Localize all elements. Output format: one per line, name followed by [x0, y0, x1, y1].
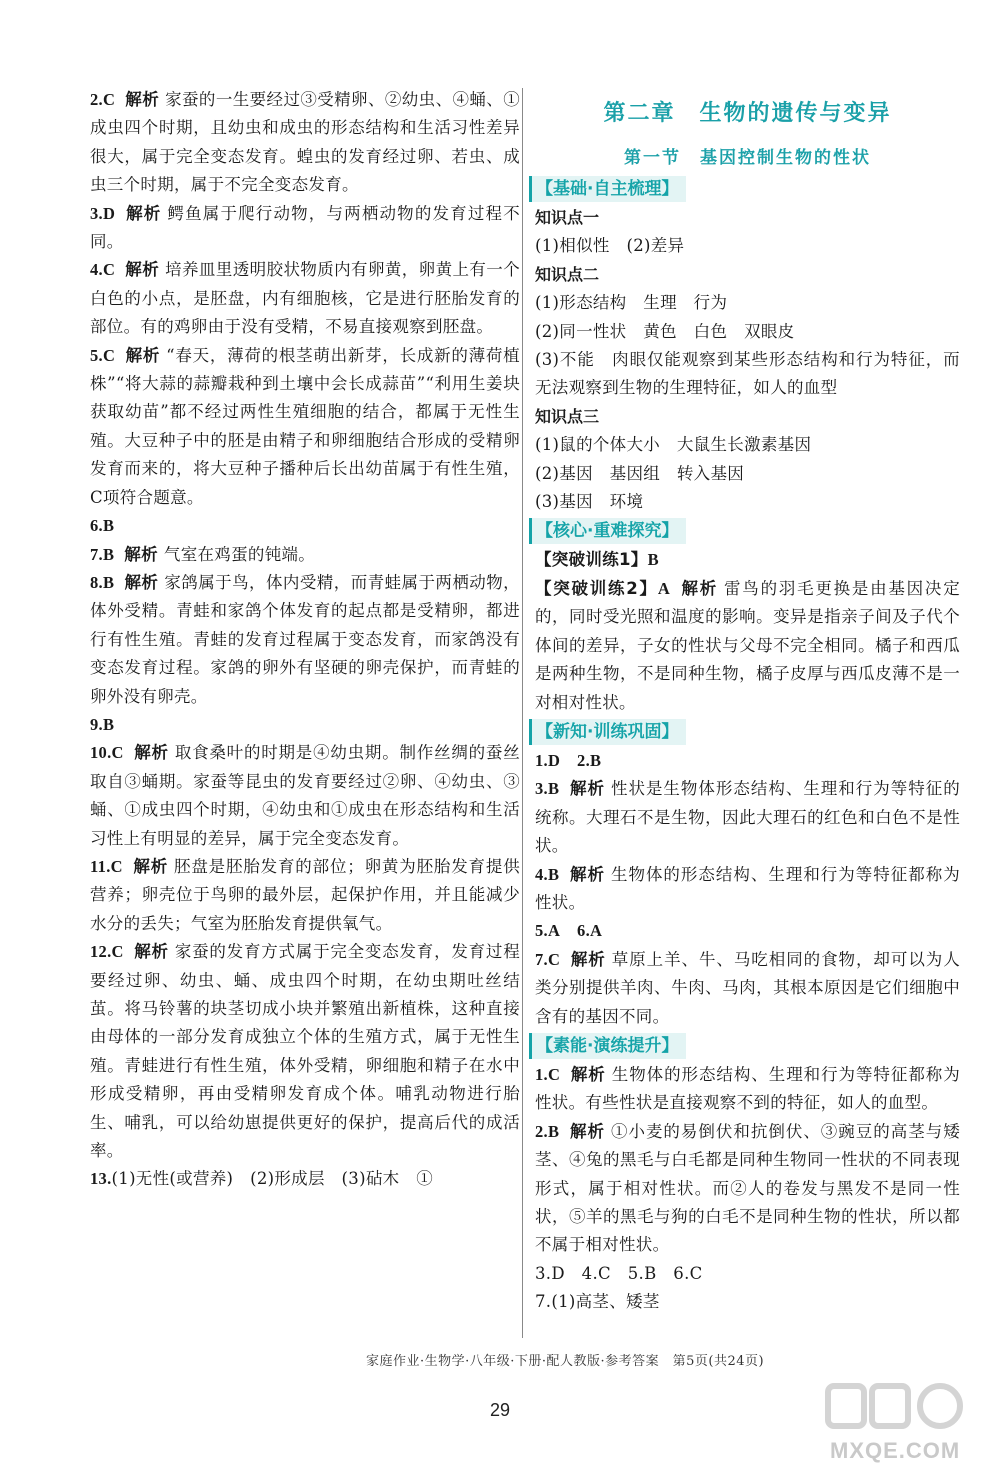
answer-line: (2)同一性状 黄色 白色 双眼皮: [535, 321, 795, 341]
up-item: [535, 1061, 960, 1118]
last-answers-2: 7.(1)高茎、矮茎: [535, 1292, 660, 1312]
analysis-label: 解析: [570, 1064, 606, 1084]
analysis-label: 解析: [125, 90, 160, 109]
answer-line: (1)形态结构 生理 行为: [535, 293, 728, 313]
knowledge-point-1: 知识点一: [535, 208, 600, 227]
breakthrough-2-answer: A: [657, 578, 671, 598]
answer-text: 胚盘是胚胎发育的部位；卵黄为胚胎发育提供营养；卵壳位于鸟卵的最外层，起保护作用，并且能减少水分的丢失；气室为胚胎发育提供氧气。: [90, 856, 521, 933]
answer-option: B: [102, 544, 115, 564]
answer-option: C: [547, 1064, 561, 1084]
column-divider: [522, 88, 523, 1338]
answer-text: 草原上羊、牛、马吃相同的食物，却可以为人类分别提供羊肉、牛肉、马肉，其根本原因是它们细胞中含有的基因不同。: [535, 949, 961, 1026]
question-number: 7.: [535, 949, 548, 969]
question-number: 6.: [90, 516, 103, 536]
watermark-text: MXQE.COM: [830, 1438, 961, 1463]
answer-line: (3)不能 肉眼仅能观察到某些形态结构和行为特征，而无法观察到生物的生理特征，如人的血型: [535, 350, 960, 398]
analysis-label: 解析: [569, 1121, 605, 1141]
left-item: [90, 569, 520, 711]
new-item: [535, 917, 960, 945]
question-number: 13.: [90, 1169, 112, 1189]
answer-option: C: [111, 743, 124, 763]
last-answers: 3.D 4.C 5.B 6.C: [535, 1263, 703, 1283]
question-number: 11.: [90, 856, 111, 876]
section-title: 第一节 基因控制生物的性状: [624, 148, 871, 168]
answer-text: 取食桑叶的时期是④幼虫期。制作丝绸的蚕丝取自③蛹期。家蚕等昆虫的发育要经过②卵、④幼虫、③蛹、①成虫四个时期，④幼虫和①成虫在形态结构和生活习性上有明显的差异，属于完全变态发育。: [90, 743, 521, 848]
answer-text: 家蚕的一生要经过③受精卵、②幼虫、④蛹、①成虫四个时期，且幼虫和成虫的形态结构和生活习性差异很大，属于完全变态发育。蝗虫的发育经过卵、若虫、成虫三个时期，属于不完全变态发育。: [90, 90, 520, 195]
question-number: 1.: [535, 1064, 548, 1084]
answer-option: B: [547, 779, 560, 799]
left-item: [90, 512, 520, 540]
answer-option: D: [102, 203, 116, 223]
answer-line: (3)基因 环境: [535, 492, 644, 512]
answer-text: 气室在鸡蛋的钝端。: [163, 544, 316, 564]
answer-text: 家鸽属于鸟，体内受精，而青蛙属于两栖动物，体外受精。青蛙和家鸽个体发育的起点都是受精卵，都进行有性生殖。青蛙的发育过程属于变态发育，而家鸽没有变态发育过程。家鸽的卵外有坚硬的卵壳保护，而青蛙的卵外没有卵壳。: [90, 572, 520, 706]
question-number: 12.: [90, 942, 112, 962]
breakthrough-2-tag: 【突破训练2】: [535, 578, 658, 598]
banner-up: 【素能·演练提升】: [529, 1033, 686, 1059]
answer-text: 性状是生物体形态结构、生理和行为等特征的统称。大理石不是生物，因此大理石的红色和白色不是性状。: [535, 779, 961, 856]
answer-text: 鳄鱼属于爬行动物，与两栖动物的发育过程不同。: [90, 203, 520, 252]
knowledge-point-3: 知识点三: [535, 406, 600, 426]
answer-option: B: [102, 572, 115, 592]
question-number: 6.: [577, 921, 590, 941]
analysis-label: 解析: [570, 949, 606, 969]
left-item: [90, 200, 520, 257]
breakthrough-1: [535, 546, 960, 574]
question-number: 7.: [90, 544, 103, 564]
analysis-label: 解析: [680, 578, 719, 598]
left-column: [90, 86, 520, 1194]
answer-option: D: [547, 750, 561, 770]
answer-option: B: [102, 516, 115, 536]
answer-option: C: [110, 856, 123, 876]
analysis-label: 解析: [569, 779, 605, 799]
answer-text: 家蚕的发育方式属于完全变态发育，发育过程要经过卵、幼虫、蛹、成虫四个时期，在幼虫期吐丝结茧。将马铃薯的块茎切成小块并繁殖出新植株，这种直接由母体的一部分发育成独立个体的生殖方式，属于无性生殖。青蛙进行有性生殖，体外受精，卵细胞和精子在水中形成受精卵，再由受精卵发育成个体。哺乳动物进行胎生、哺乳，可以给幼崽提供更好的保护，提高后代的成活率。: [90, 942, 521, 1161]
analysis-label: 解析: [133, 942, 169, 962]
answer-option: A: [590, 921, 603, 941]
analysis-label: 解析: [133, 743, 169, 763]
left-item: [90, 541, 520, 569]
answer-line: (2)基因 基因组 转入基因: [535, 463, 745, 483]
breakthrough-2: [535, 575, 960, 717]
knowledge-point-2: 知识点二: [535, 264, 600, 284]
knowledge-point-2-answers: [535, 289, 960, 403]
new-item: [535, 861, 960, 918]
analysis-label: 解析: [124, 572, 159, 592]
analysis-label: 解析: [124, 544, 158, 564]
question-number: 2.: [90, 90, 103, 109]
answer-text: ①小麦的易倒伏和抗倒伏、③豌豆的高茎与矮茎、④兔的黑毛与白毛都是同种生物同一性状的不同表现形式，属于相对性状。而②人的卷发与黑发不是同一性状，⑤羊的黑毛与狗的白毛不是同种生物的性状，所以都不属于相对性状。: [535, 1121, 961, 1255]
question-number: 3.: [535, 779, 548, 799]
answer-text: (1)无性(或营养) (2)形成层 (3)砧木 ①: [111, 1169, 434, 1189]
answer-option: A: [547, 921, 561, 941]
answer-text: 生物体的形态结构、生理和行为等特征都称为性状。有些性状是直接观察不到的特征，如人的血型。: [535, 1064, 961, 1113]
left-item: [90, 86, 520, 200]
question-number: 4.: [535, 864, 548, 884]
right-column: [535, 86, 960, 1317]
question-number: 2.: [535, 1121, 548, 1141]
left-item: [90, 938, 520, 1165]
breakthrough-1-answer: B: [647, 550, 659, 570]
analysis-label: 解析: [132, 856, 169, 876]
new-item: [535, 747, 960, 775]
answer-option: B: [590, 750, 602, 770]
chapter-title: 第二章 生物的遗传与变异: [603, 101, 892, 126]
breakthrough-1-tag: 【突破训练1】: [535, 550, 648, 570]
answer-option: C: [102, 90, 116, 109]
left-item: [90, 1165, 520, 1193]
banner-new: 【新知·训练巩固】: [529, 719, 686, 745]
answer-line: (1)鼠的个体大小 大鼠生长激素基因: [535, 435, 812, 455]
left-item: [90, 711, 520, 739]
answer-option: C: [102, 260, 116, 280]
question-number: 4.: [90, 260, 103, 280]
left-item: [90, 853, 520, 938]
page-number: 29: [489, 1400, 511, 1420]
question-number: 3.: [90, 203, 103, 223]
answer-text: 培养皿里透明胶状物质内有卵黄，卵黄上有一个白色的小点，是胚盘，内有细胞核，它是进行胚胎发育的部位。有的鸡卵由于没有受精，不易直接观察到胚盘。: [90, 260, 520, 337]
question-number: 1.: [535, 750, 548, 770]
answer-option: B: [547, 1121, 560, 1141]
answer-option: B: [547, 864, 560, 884]
answer-option: C: [547, 949, 561, 969]
banner-core: 【核心·重难探究】: [529, 518, 686, 544]
page-footer: 家庭作业·生物学·八年级·下册·配人教版·参考答案 第5页(共24页): [365, 1354, 765, 1369]
banner-basic: 【基础·自主梳理】: [529, 176, 686, 202]
analysis-label: 解析: [125, 260, 160, 280]
left-item: [90, 342, 520, 512]
answer-option: B: [102, 714, 115, 734]
analysis-label: 解析: [125, 203, 162, 223]
question-number: 8.: [90, 572, 103, 592]
answer-option: C: [111, 942, 124, 962]
knowledge-point-1-answers: [535, 232, 960, 260]
up-item: [535, 1118, 960, 1260]
answer-option: C: [102, 345, 116, 365]
analysis-label: 解析: [125, 345, 161, 365]
left-item: [90, 256, 520, 341]
new-item: [535, 946, 960, 1031]
analysis-label: 解析: [569, 864, 605, 884]
answer-text: “春天，薄荷的根茎萌出新芽，长成新的薄荷植株”“将大蒜的蒜瓣栽种到土壤中会长成蒜苗”“利用生姜块获取幼苗”都不经过两性生殖细胞的结合，都属于无性生殖。大豆种子中的胚是由精子和卵细胞结合形成的受精卵发育而来的，将大豆种子播种后长出幼苗属于有性生殖，C项符合题意。: [90, 345, 520, 507]
answer-line: (1)相似性 (2)差异: [535, 236, 685, 256]
question-number: 5.: [90, 345, 103, 365]
question-number: 10.: [90, 743, 112, 763]
knowledge-point-3-answers: [535, 431, 960, 516]
breakthrough-2-text: 雷鸟的羽毛更换是由基因决定的，同时受光照和温度的影响。变异是指亲子间及子代个体间的差异，子女的性状与父母不完全相同。橘子和西瓜是两种生物，不是同种生物，橘子皮厚与西瓜皮薄不是一对相对性状。: [535, 578, 960, 712]
question-number: 9.: [90, 714, 103, 734]
answer-text: 生物体的形态结构、生理和行为等特征都称为性状。: [535, 864, 961, 912]
left-item: [90, 739, 520, 853]
new-item: [535, 775, 960, 860]
question-number: 2.: [577, 750, 590, 770]
question-number: 5.: [535, 921, 548, 941]
